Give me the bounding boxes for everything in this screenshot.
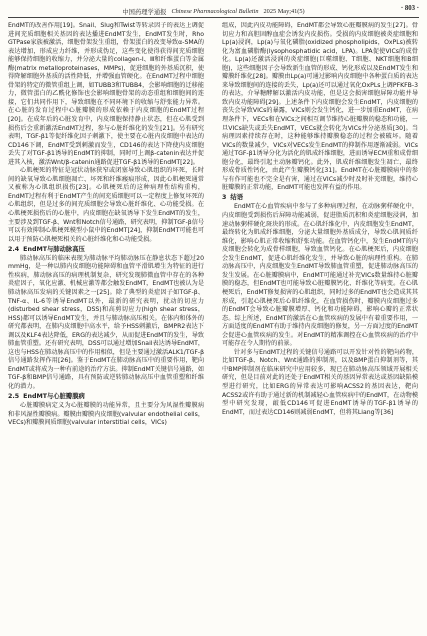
section-heading [8, 246, 204, 255]
left-column [8, 22, 204, 632]
section-title: 结语 [230, 194, 243, 202]
page-number: · 803 · [400, 5, 419, 12]
body-paragraph: 组成，因此内皮功能障碍，EndMT都会导致心脏瓣膜病的发生[27]。骨切应力和高胆固醇血症会诱发内皮损伤。受损的内皮细胞被炎症细胞和Lp(a)浸润，Lp(a)与氧化磷脂(oxidized phospholipids，OxPLs)被转化为富血磷脂酶(lysophosphatidic acid，LPA)。LPA促使VICs的成骨化。Lp(a)还激活浸润的炎症细胞(巨噬细胞、T细胞、NKT细胞和B细胞)，这些细胞因子会导致新生血管的形成、钙化形成以及EndMT发生和瓣膜纤维化[28]。瓣膜由Lp(a)可通过影响内皮细胞中各种蛋白质的表达来导致细胞间的连接的丢失，Lp(a)还可以通过氧化OxPLs上调PFKFB-3的表达，介导糖酵解以激活内皮功能，但是这会损害细胞屏障功能并导致内皮功能障碍[29]。上述条件下内皮细胞会发生EndMT，内皮细胞的丧失会导致VICs的暴露，VICs则会发生钙化，进一步加重EndMT，在病理条件下，VECs和在VICs之间相互调节维持心脏瓣膜的稳态和功能，一旦VICs缺失或丢失EndMT，VECs就会转化为VICs并分泌基质[30]。当病理因素持续存在时，这种能够维持瓣膜稳态的过程会被破坏。随着VICs的数量减少，VICs对VECs发生EndMT的抑制作用逐渐减弱。VICs通过TGF-β1诱导分化为活化的肌成纤维细胞，进而诱导ECM重和成骨细胞分化，最终引起主动脉瓣钙化。此外，肌成纤维细胞发生凋亡，最终形成骨质性钙化，由此产生瓣膜钙化[31]。EndMT在心脏瓣膜病中的参与有作可能也不完全是有害，通过在VICs减少时及时补充细胞，维持心脏瓣膜的正常功能，EndMT可能也发挥有益的作用。 [222, 22, 418, 192]
right-column [222, 22, 418, 632]
section-heading [8, 393, 204, 402]
journal-name-en: Chinese Pharmacological Bulletin [171, 7, 259, 15]
body-paragraph: 肺动脉高压的临床表现为肺动脉平均肺动脉压在静息状态下超过20 mmHg，是一种以肺内皮细胞功能障碍和血管平滑肌增生为特征的进行性疾病，肺动脉高压的病理机制复杂，研究发现肺微血管中存在的各种炎症因子，氧化应激、机械应激等都会触发EndMT，EndMT也被认为是肺动脉高压发病的关键因素之一[25]。除了典型的炎症因子如TGF-β、TNF-α、IL-6等诱导EndMT以外，最新的研究表明，扰动的切应力(disturbed shear stress，DSS)和高剪切应力(high shear stress，HSS)都可以诱导EndMT发生，并且与肺动脉高压相关。在体内和体外的研究都表明，在肺内皮细胞中高水平，给予HSS刺激后，BMPR2表达下调以及KLF4表达降低，ERG的表达减少，从而促进EndMT的发生，导致肺血管重塑。还有研究表明，DSS可以通过增加Snail表达诱导EndMT，这也与HSS在肺动脉高压中的作用相似，但是主要通过激活ALK1/TGF-β信号通路发挥作用[26]。鉴于EndMT在肺动脉高压中的重要作用，靶向EndMT或将成为一种有前途的治疗方法。抑制EndMT关键信号通路，如TGF-β和BMP信号通路，具有预防或逆转肺动脉高压中血管重塑和纤维化的潜力。 [8, 254, 204, 390]
body-paragraph: EndMT在心血管疾病中参与了多种病理过程，在动脉粥样硬化中，内皮细胞受到损伤后屏障功能减弱，促进脂质沉积和炎症细胞浸润，加速动脉粥样硬化斑块的形成。在心肌纤维化中，内皮细胞发生EndMT，最终转化为肌成纤维细胞，分泌大量细胞外基质成分，导致心肌间质纤维化，影响心肌正常收缩和舒张功能。在血管钙化中，发生EndMT的内皮细胞会转化为成骨样细胞，导致血管钙化。在心肌梗死后，内皮细胞会发生EndMT，促进心肌纤维化发生，并导致心脏的病理性重构。在肺动脉高压中，内皮细胞发生EndMT导致肺血管重塑，促进肺动脉高压的发生发展。在心脏瓣膜病中，EndMT可能通过补充VICs数量维持心脏瓣膜的稳态，但EndMT也可能导致心脏瓣膜钙化、纤维化等病变。在心肌梗死后，EndMT修复损害的心肌组织，同时过多的EndMT也会造成其其形成，引起心肌梗死后心肌纤维化，在血管损伤时，瓣膜内皮细胞过多的EndMT会导致心脏瓣膜增厚、钙化和功能障碍，影响心瓣的正常状态。综上所述，EndMT的激活在心血管疾病的发展中有着重要作用，一方面适度的EndMT有助于维持内皮细胞的修复，另一方面过度的EndMT会促进心血管疾病的发生。对EndMT的精准调控在心血管疾病的治疗中可能存在令人期待的前景。 [222, 203, 418, 348]
body-paragraph: EndMT的改善作用[19]。Snail、Slug和Twist等转录因子的表达上调促进间充质细胞相关基因的表达播进EndMT发生，EndMT发生时，Rho GTPase家族被激活，细胞骨架发生重组，骨架蛋白的改变导致α-SMA的表达增加，形成应力纤维，并形成伪足，这些变化使得获得间充质细胞能够保持细胞的收缩力，并分泌大量的collagen-Ⅰ、Ⅲ和纤维蛋白等金属酶(matrix metalloproteinases，MMPs)，促进细胞的外基质沉积，使得降解细胞外基质的活性降低，并增强血管硬化。在EndMT过程中细胞骨架的特定的微管重组上调，如TUBB3和TUBB4，会影响细胞的迁移能力，微管蛋白的乙酰化修饰也会影响细胞骨架的动态重组和细胞间的连接，它们共同作用下，导致细胞在不同环境下的收缩与舒张能力异常。在心脏的发育过程中心脏瓣膜的形成依赖于内皮细胞的EndMT过程[20]。在成年后的心脏发育中，内皮细胞保持静止状态，但在心肌受到损伤后会重新激活EndMT过程，参与心脏纤维化的发生[21]。另有研究表明，TGF-β1等促纤维化因子刺激下，使主要在心脏内皮细胞中表达的CD146下调，EndMT受到刺激而发生，CD146的表达下降使内皮细胞丢失了对TGF-β1诱导的EndMT的抑制，同时可上调β-catenin表达并促进其入核，激活Wnt/β-catenin通路促进TGF-β1诱导的EndMT[22]。 [8, 22, 204, 166]
header-divider [8, 17, 419, 18]
body-paragraph: 心肌梗死的特征是冠状动脉狭窄或闭塞导致心肌组织的坏死，长时间的缺氧导致心肌细胞凋亡、坏死和纤维瘢痕形成，因此心肌梗死通常又被称为心肌组织损伤[23]。心肌梗死后的这种病理性结构重构，EndMT过程有利于EndMT产生的间充质细胞可以一定程度上修复坏死的心肌组织，但是过多的间充质细胞会导致心脏纤维化、心功能受损。在心肌梗死损伤后的心脏中，内皮细胞在缺氧诱导下发生EndMT的发生，主要涉及到TGF-β、Wnt和Notch信号通路，研究表明，抑制TGF-β信号可以有效抑制心肌梗死模型小鼠中的EndMT[24]，抑制EndMT可能也可以用于预防心肌梗死相关的心脏纤维化和心功能受损。 [8, 167, 204, 243]
section-number: 2.5 [8, 393, 20, 401]
section-title: EndMT与心脏瓣膜病 [23, 393, 85, 401]
section-number: 3 [222, 194, 227, 202]
section-heading [222, 194, 418, 203]
section-number: 2.4 [8, 245, 20, 253]
body-paragraph: 针对多与EndMT过程的关键信号通路可以开发针对性的靶向药物，比如TGF-β、Notch、Wnt通路的抑制剂，以及BMP蛋白抑制剂等，其中BMP抑制剂在临床研究中应用较多，现已在肺动脉高压领域开展相关研究，但是目前对此的还处于EndMT相关的基因异常表达或基因缺陷模型进行研究，比如ERG的异常表达可影响ACSS2的基因表达，靶向ACSS2或许有助于通过新的机制减轻心血管疾病中的EndMT，在动物模型中研究发现，敲低CD146可促进EndMT诱导的TGF-β1诱导的EndMT，而过表达CD146则减弱EndMT，但将其Liang等[36] [222, 348, 418, 416]
journal-name-cn: 中国药理学通报 [122, 8, 167, 16]
section-title: EndMT与肺动脉高压 [23, 245, 85, 253]
issue-info: 2025 May;41(5) [263, 7, 305, 15]
body-paragraph: 心脏瓣膜病定义为心脏瓣膜的功能异常，且主要分为风湿性瓣膜病和非风湿性瓣膜病。瓣膜由瓣膜内皮细胞(valvular endothelial cells，VECs)和瓣膜间质细胞(valvular interstitial cells，VICs) [8, 402, 204, 427]
running-header [8, 5, 419, 17]
